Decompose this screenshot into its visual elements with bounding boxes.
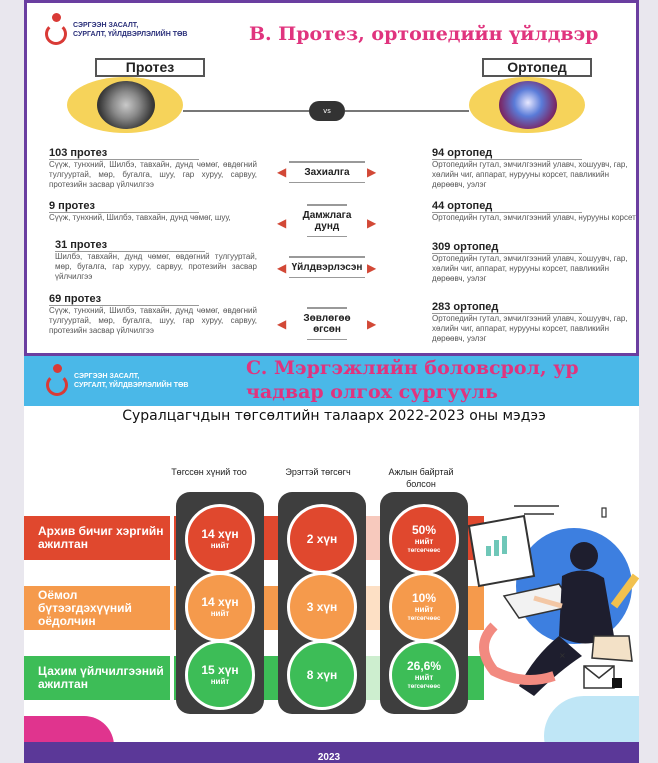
center-logo [44, 364, 189, 398]
light-green [287, 640, 357, 710]
prosthesis-count: 103 протез [49, 147, 199, 160]
chart-bar-icon [494, 540, 499, 556]
prosthesis-desc: Шилбэ, тавхайн, дунд чөмөг, өвдөгний тулгууртай, мөр, бугалга, гар хуруу, сарвуу, протезийн засвар үйлчилгээ [55, 252, 257, 281]
orthopedic-block [432, 295, 637, 344]
graduated-sub: нийт [210, 541, 230, 550]
traffic-light-male [278, 492, 366, 714]
employed-sub: төгсөгчөөс [407, 616, 441, 622]
arrow-right-icon: ▶ [367, 216, 377, 230]
employed-value: 50% [411, 523, 437, 537]
employed-value: 26,6% [406, 659, 442, 673]
traffic-light-graduated [176, 492, 264, 714]
orthopedic-desc: Ортопедийн гутал, эмчилгээний улавч, хошуувч, гар, хөлийн чиг, аппарат, нурууны корсет, павликийн дөрөөвч, уэлэг [432, 314, 628, 343]
person-logo-icon [44, 364, 70, 398]
graduated-value: 14 хүн [201, 527, 239, 541]
prosthesis-count: 69 протез [49, 293, 199, 306]
male-value: 3 хүн [306, 600, 338, 614]
orthopedic-count: 309 ортопед [432, 241, 582, 254]
light-orange [185, 572, 255, 642]
graduated-sub: нийт [210, 677, 230, 686]
divider-right [345, 110, 469, 112]
graduated-value: 15 хүн [201, 663, 239, 677]
orthopedic-header: Ортопед [482, 58, 592, 77]
orthopedic-block [432, 235, 637, 284]
col-header-male: Эрэгтэй төгсөгч [285, 467, 351, 477]
arrow-right-icon: ▶ [367, 165, 377, 179]
light-red [389, 504, 459, 574]
light-red [287, 504, 357, 574]
logo-line-1: СЭРГЭЭН ЗАСАЛТ, [73, 22, 139, 29]
x-mark: × [559, 651, 566, 660]
prosthesis-desc: Сүүж, тунхний, Шилбэ, тавхайн, дунд чөмөг, өвдөгний тулгууртай, мөр, бугалга, шуу, гар хуруу, сарвуу, протезийн засвар үйлчилгээ [49, 306, 257, 335]
prosthetics-section [24, 0, 639, 356]
divider-left [183, 110, 309, 112]
arrow-left-icon: ◀ [277, 261, 287, 275]
prosthesis-block [55, 233, 257, 282]
employed-sub: төгсөгчөөс [407, 548, 441, 554]
person-head [570, 542, 598, 570]
light-orange [287, 572, 357, 642]
category-label: Дамжлага дунд [297, 210, 357, 232]
col-header-employed: Ажлын байртай болсон [388, 467, 454, 489]
employed-sub: нийт [414, 673, 434, 682]
vs-badge: vs [309, 101, 345, 121]
category-label: Зөвлөгөө өгсөн [297, 313, 357, 335]
arrow-left-icon: ◀ [277, 216, 287, 230]
prosthesis-block [49, 141, 257, 190]
orthopedic-desc: Ортопедийн гутал, эмчилгээний улавч, хошуувч, гар, хөлийн чиг, аппарат, нурууны корсет, павликийн дөрөөвч, уэлэг [432, 254, 628, 283]
section-b-title: B. Протез, ортопедийн үйлдвэр [249, 23, 599, 45]
prosthesis-block [49, 287, 257, 336]
chart-bar-icon [486, 546, 491, 556]
light-red [185, 504, 255, 574]
category-label: Захиалга [279, 167, 375, 178]
row-label: Архив бичиг хэргийн ажилтан [24, 516, 170, 560]
orthopedic-count: 94 ортопед [432, 147, 582, 160]
prosthesis-block [49, 194, 257, 223]
orthopedic-desc: Ортопедийн гутал, эмчилгээний улавч, хошуувч, гар, хөлийн чиг, аппарат, нурууны корсет, павликийн дөрөөвч, уэлэг [432, 160, 628, 189]
person-logo-icon [43, 13, 69, 47]
graduated-sub: нийт [210, 609, 230, 618]
logo-line-2: СУРГАЛТ, ҮЙЛДВЭРЛЭЛИЙН ТӨВ [73, 31, 188, 38]
orthopedic-block [432, 194, 637, 223]
logo-line-2: СУРГАЛТ, ҮЙЛДВЭРЛЭЛИЙН ТӨВ [74, 382, 189, 389]
category-label: Үйлдвэрлэсэн [279, 262, 375, 273]
male-value: 8 хүн [306, 668, 338, 682]
prosthesis-desc: Сүүж, тунхний, Шилбэ, тавхайн, дунд чөмөг, өвдөгний тулгууртай, мөр, бугалга, шуу, гар хуруу, сарвуу, протезийн засвар үйлчилгээ [49, 160, 257, 189]
section-c-subtitle: Суралцагчдын төгсөлтийн талаарх 2022-2023 оны мэдээ [122, 408, 546, 424]
light-green [389, 640, 459, 710]
orthopedic-desc: Ортопедийн гутал, эмчилгээний улавч, нурууны корсет [432, 213, 636, 222]
traffic-light-employed [380, 492, 468, 714]
footer-year: 2023 [317, 752, 341, 763]
orthopedic-count: 44 ортопед [432, 200, 582, 213]
employed-sub: нийт [414, 605, 434, 614]
light-orange [389, 572, 459, 642]
orthopedic-block [432, 141, 637, 190]
prosthesis-photo [67, 77, 183, 133]
monitor-icon [469, 516, 534, 586]
box-icon [592, 636, 632, 661]
prosthesis-header: Протез [95, 58, 205, 77]
chart-bar-icon [502, 536, 507, 554]
prosthesis-count: 9 протез [49, 200, 199, 213]
male-value: 2 хүн [306, 532, 338, 546]
arrow-right-icon: ▶ [367, 317, 377, 331]
person-at-computer-illustration [464, 486, 639, 726]
employed-sub: төгсөгчөөс [407, 684, 441, 690]
section-c-title: C. Мэргэжлийн боловсрол, ур чадвар олгох сургууль [246, 357, 579, 403]
arrow-left-icon: ◀ [277, 317, 287, 331]
light-green [185, 640, 255, 710]
employed-sub: нийт [414, 537, 434, 546]
graduated-value: 14 хүн [201, 595, 239, 609]
arrow-right-icon: ▶ [367, 261, 377, 275]
prosthesis-desc: Сүүж, тунхний, Шилбэ, тавхайн, дунд чөмөг, шуу, [49, 213, 231, 222]
row-label: Оёмол бүтээгдэхүүний оёдолчин [24, 586, 170, 630]
vocational-section [24, 356, 639, 763]
orthopedic-photo [469, 77, 585, 133]
person-leg [519, 636, 582, 696]
arrow-left-icon: ◀ [277, 165, 287, 179]
row-label: Цахим үйлчилгээний ажилтан [24, 656, 170, 700]
logo-line-1: СЭРГЭЭН ЗАСАЛТ, [74, 373, 140, 380]
prosthesis-count: 31 протез [55, 239, 205, 252]
doc-icon [612, 678, 622, 688]
center-logo [43, 13, 188, 47]
employed-value: 10% [411, 591, 437, 605]
decor-rect [602, 508, 606, 517]
orthopedic-count: 283 ортопед [432, 301, 582, 314]
col-header-graduated: Төгссөн хүний тоо [171, 467, 247, 477]
